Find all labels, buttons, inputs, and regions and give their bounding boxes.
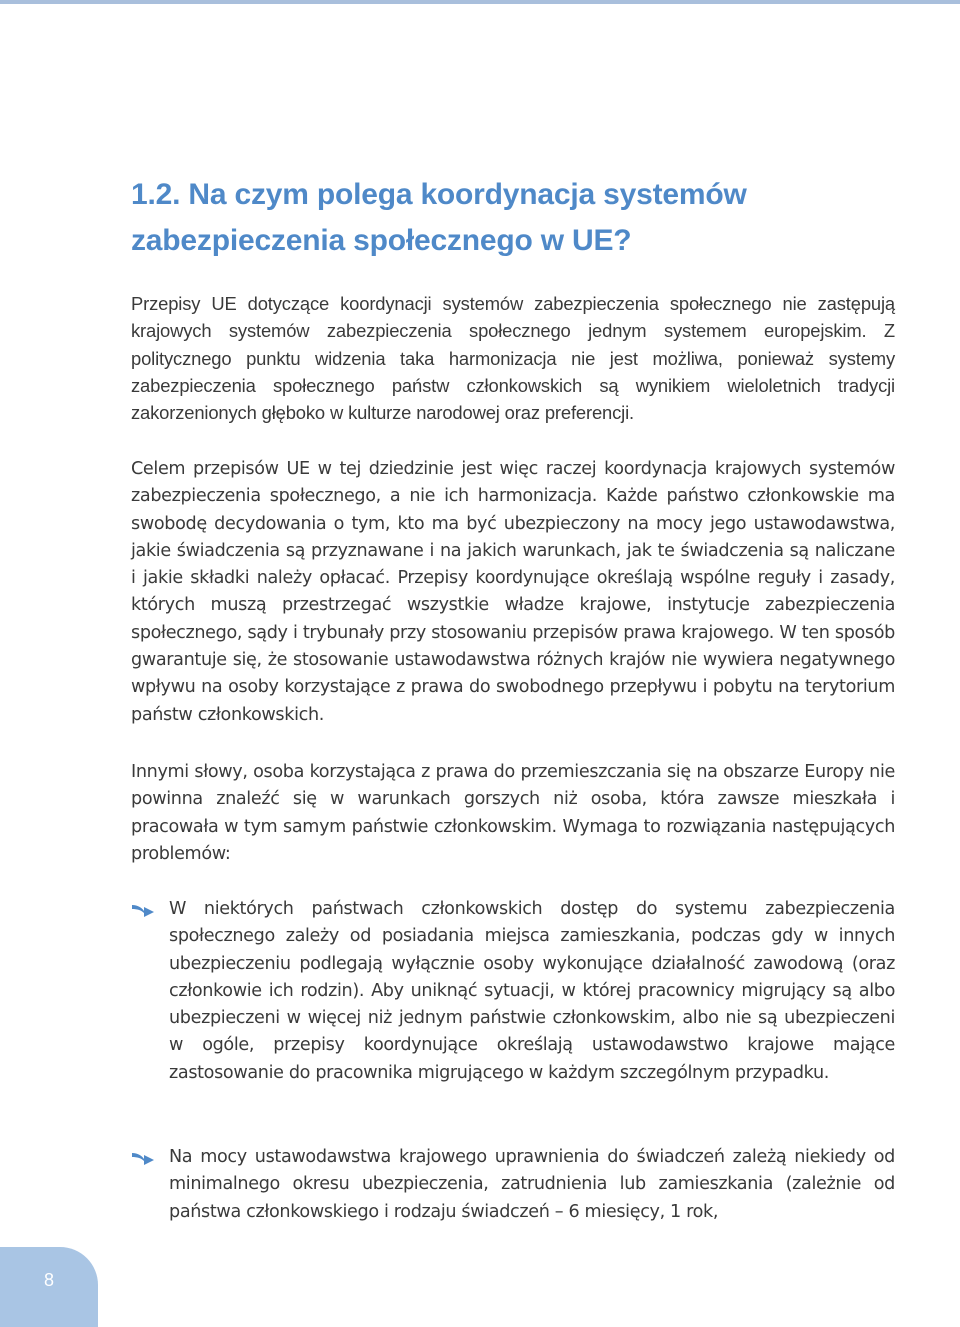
top-rule (0, 0, 960, 4)
bullet-text: Na mocy ustawodawstwa krajowego uprawnienia do świadczeń zależą niekiedy od minimalnego okresu ubezpieczenia, zatrudnienia lub zamieszkania (zależnie od państwa członkowskiego i rodzaju świadczeń – 6 miesięcy, 1 rok, (169, 1147, 895, 1222)
bullet-text: W niektórych państwach członkowskich dostęp do systemu zabezpieczenia społecznego zależy od posiadania miejsca zamieszkania, podczas gdy w innych ubezpieczeniu podlegają wyłącznie osoby wykonujące działalność zawodową (oraz członkowie ich rodzin). Aby uniknąć sytuacji, w której pracownicy migrujący są albo ubezpieczeni w więcej niż jednym państwie członkowskim, albo nie są ubezpieczeni w ogóle, przepisy koordynujące określają ustawodawstwo krajowe mające zastosowanie do pracownika migrującego w każdym szczególnym przypadku. (169, 899, 895, 1083)
arrow-right-icon (131, 1149, 155, 1167)
arrow-right-icon (131, 901, 155, 919)
paragraph-intro: Przepisy UE dotyczące koordynacji systemów zabezpieczenia społecznego nie zastępują krajowych systemów zabezpieczenia społecznego jednym systemem europejskim. Z politycznego punktu widzenia taka harmonizacja nie jest możliwa, ponieważ systemy zabezpieczenia społecznego państw członkowskich są wynikiem wieloletnich tradycji zakorzenionych głęboko w kulturze narodowej oraz preferencji. (131, 293, 895, 424)
paragraph-coordination: Celem przepisów UE w tej dziedzinie jest więc raczej koordynacja krajowych systemów zabezpieczenia społecznego, a nie ich harmonizacja. Każde państwo członkowskie ma swobodę decydowania o tym, kto ma być ubezpieczony na mocy jego ustawodawstwa, jakie świadczenia są przyznawane i na jakich warunkach, jak te świadczenia są naliczane i jakie składki należy opłacać. Przepisy koordynujące określają wspólne reguły i zasady, których muszą przestrzegać wszystkie władze krajowe, instytucje zabezpieczenia społecznego, sądy i trybunały przy stosowaniu przepisów prawa krajowego. W ten sposób gwarantuje się, że stosowanie ustawodawstwa różnych krajów nie wywiera negatywnego wpływu na osoby korzystające z prawa do swobodnego przepływu i pobytu na terytorium państw członkowskich. (131, 459, 895, 725)
paragraph-problems: Innymi słowy, osoba korzystająca z prawa do przemieszczania się na obszarze Europy nie powinna znaleźć się w warunkach gorszych niż osoba, która zawsze mieszkała i pracowała w tym samym państwie członkowskim. Wymaga to rozwiązania następujących problemów: (131, 762, 895, 864)
page-number: 8 (43, 1270, 54, 1290)
bullet-item (131, 1144, 895, 1226)
bullet-item (131, 896, 895, 1087)
section-heading: 1.2. Na czym polega koordynacja systemów zabezpieczenia społecznego w UE? (131, 178, 747, 257)
